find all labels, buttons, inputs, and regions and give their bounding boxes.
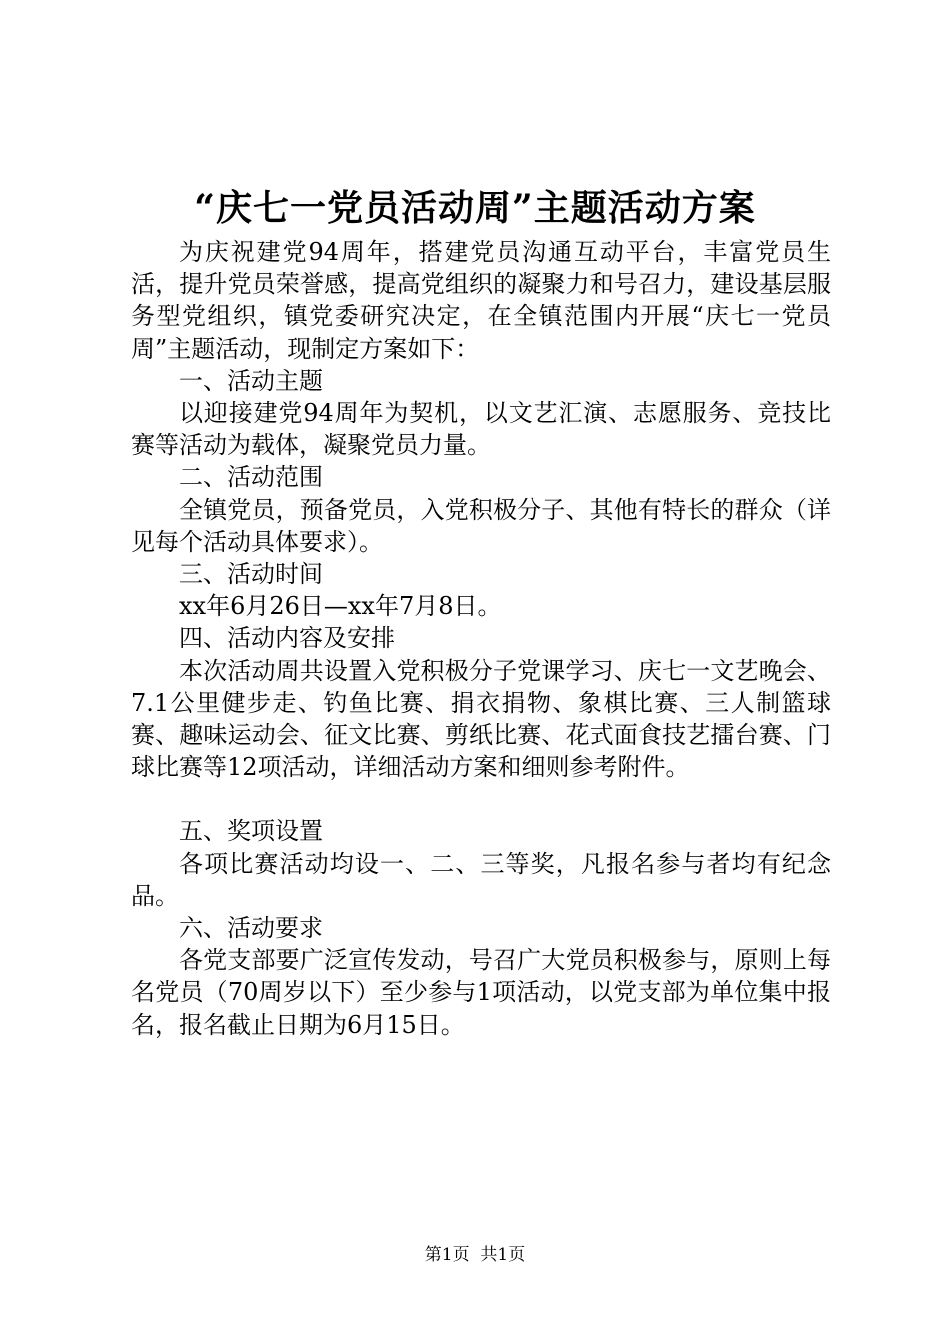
section-body-theme: 以迎接建党94周年为契机，以文艺汇演、志愿服务、竞技比赛等活动为载体，凝聚党员力量。 [131, 399, 831, 460]
section-body-scope: 全镇党员，预备党员，入党积极分子、其他有特长的群众（详见每个活动具体要求）。 [131, 495, 831, 556]
document-body [131, 236, 831, 1041]
section-heading-awards: 五、奖项设置 [179, 817, 323, 846]
page-footer: 第1页 共1页 [424, 1245, 526, 1265]
intro-paragraph: 为庆祝建党94周年，搭建党员沟通互动平台，丰富党员生活，提升党员荣誉感，提高党组织的凝聚力和号召力，建设基层服务型党组织，镇党委研究决定，在全镇范围内开展“庆七一党员周”主题活动，现制定方案如下： [131, 238, 831, 363]
section-heading-scope: 二、活动范围 [179, 463, 323, 492]
section-heading-requirements: 六、活动要求 [179, 914, 323, 943]
section-heading-content: 四、活动内容及安排 [179, 624, 395, 653]
section-heading-time: 三、活动时间 [179, 560, 323, 589]
section-body-requirements: 各党支部要广泛宣传发动，号召广大党员积极参与，原则上每名党员（70周岁以下）至少参与1项活动，以党支部为单位集中报名，报名截止日期为6月15日。 [131, 946, 831, 1039]
section-body-awards: 各项比赛活动均设一、二、三等奖，凡报名参与者均有纪念品。 [131, 849, 831, 910]
page-title: “庆七一党员活动周”主题活动方案 [194, 187, 756, 229]
section-body-content: 本次活动周共设置入党积极分子党课学习、庆七一文艺晚会、7.1公里健步走、钓鱼比赛、捐衣捐物、象棋比赛、三人制篮球赛、趣味运动会、征文比赛、剪纸比赛、花式面食技艺擂台赛、门球比赛等12项活动，详细活动方案和细则参考附件。 [131, 656, 831, 782]
section-body-time: xx年6月26日—xx年7月8日。 [179, 592, 502, 621]
section-heading-theme: 一、活动主题 [179, 366, 323, 395]
